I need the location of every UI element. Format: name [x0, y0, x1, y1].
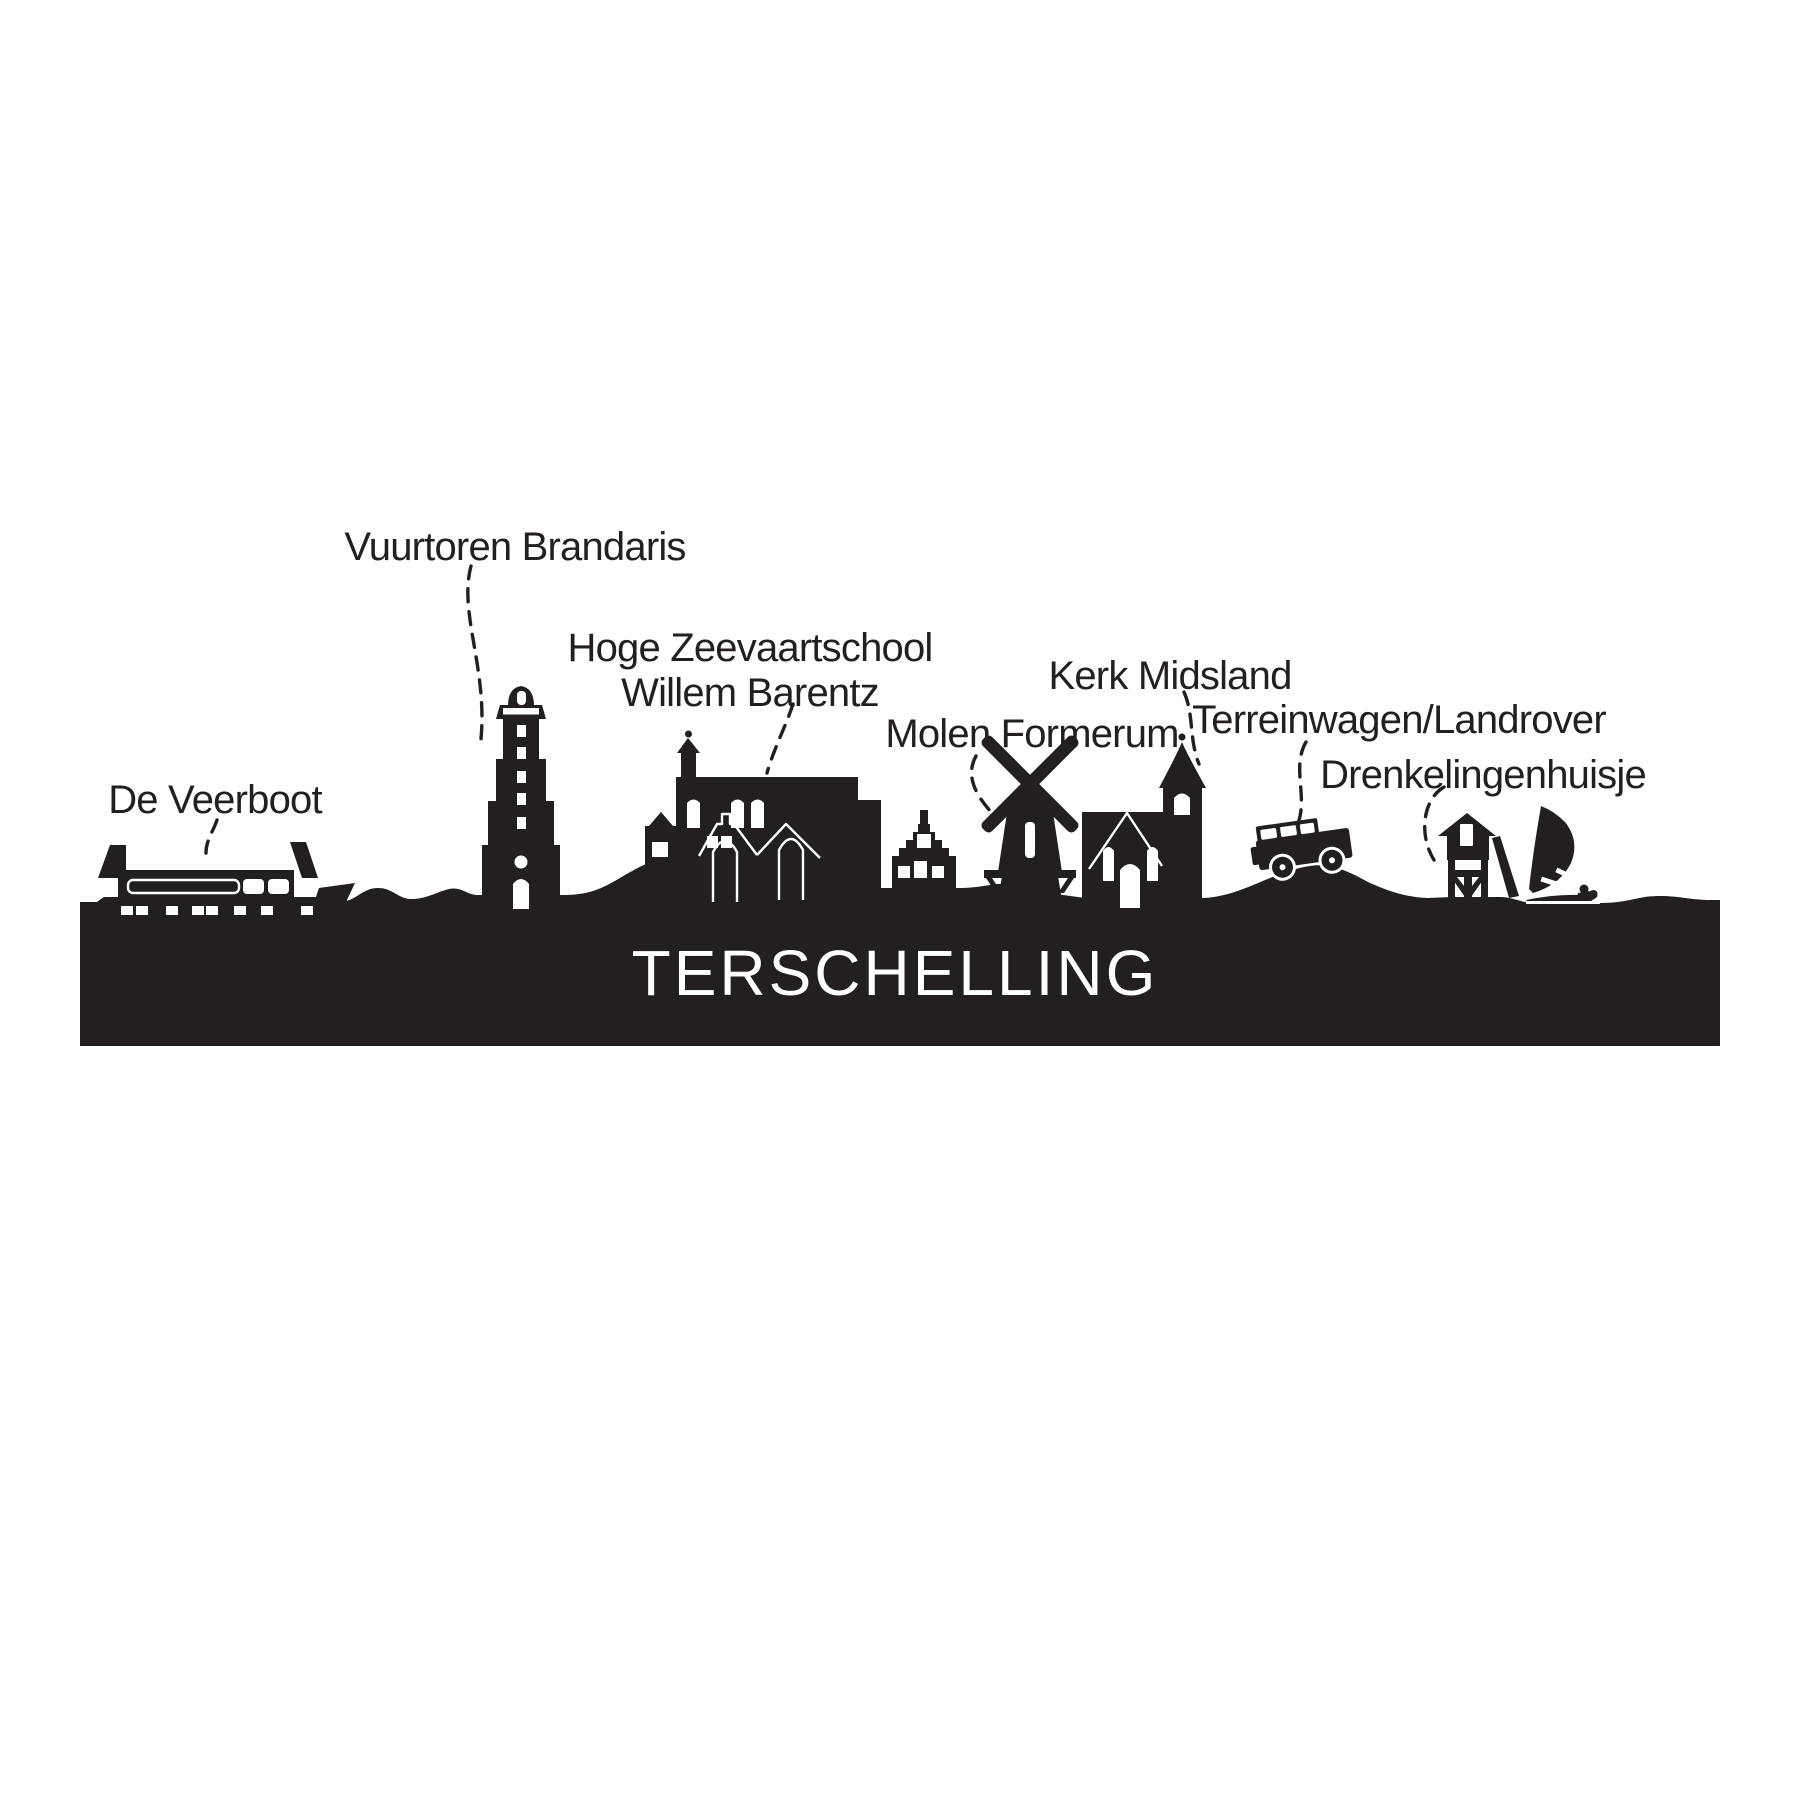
vuurtoren-brandaris-lighthouse	[482, 686, 560, 909]
leader-line-drenkelingenhuisje	[1425, 787, 1444, 860]
label-kerk-midsland: Kerk Midsland	[1048, 654, 1292, 698]
windsurfer	[1526, 806, 1600, 904]
leader-line-molen-formerum	[972, 756, 991, 812]
label-drenkelingenhuisje: Drenkelingenhuisje	[1320, 753, 1646, 797]
label-hoge-zeevaartschool: Hoge Zeevaartschool Willem Barentz	[567, 626, 933, 715]
label-molen-formerum: Molen Formerum	[885, 712, 1179, 756]
de-veerboot-ferry	[84, 842, 355, 936]
skyline-title: TERSCHELLING	[631, 937, 1159, 1009]
leader-line-vuurtoren-brandaris	[468, 566, 482, 748]
label-de-veerboot: De Veerboot	[108, 778, 322, 822]
molen-formerum-windmill	[979, 733, 1080, 907]
label-vuurtoren-brandaris: Vuurtoren Brandaris	[344, 525, 686, 569]
leader-line-terreinwagen	[1297, 742, 1306, 826]
stepped-gable-house	[892, 810, 956, 908]
label-terreinwagen-landrover: Terreinwagen/Landrover	[1192, 698, 1606, 742]
kerk-midsland-church	[1082, 734, 1206, 909]
drenkelingenhuisje-hut	[1438, 813, 1519, 898]
leader-line-de-veerboot	[206, 820, 217, 853]
hoge-zeevaartschool-building	[645, 731, 881, 908]
